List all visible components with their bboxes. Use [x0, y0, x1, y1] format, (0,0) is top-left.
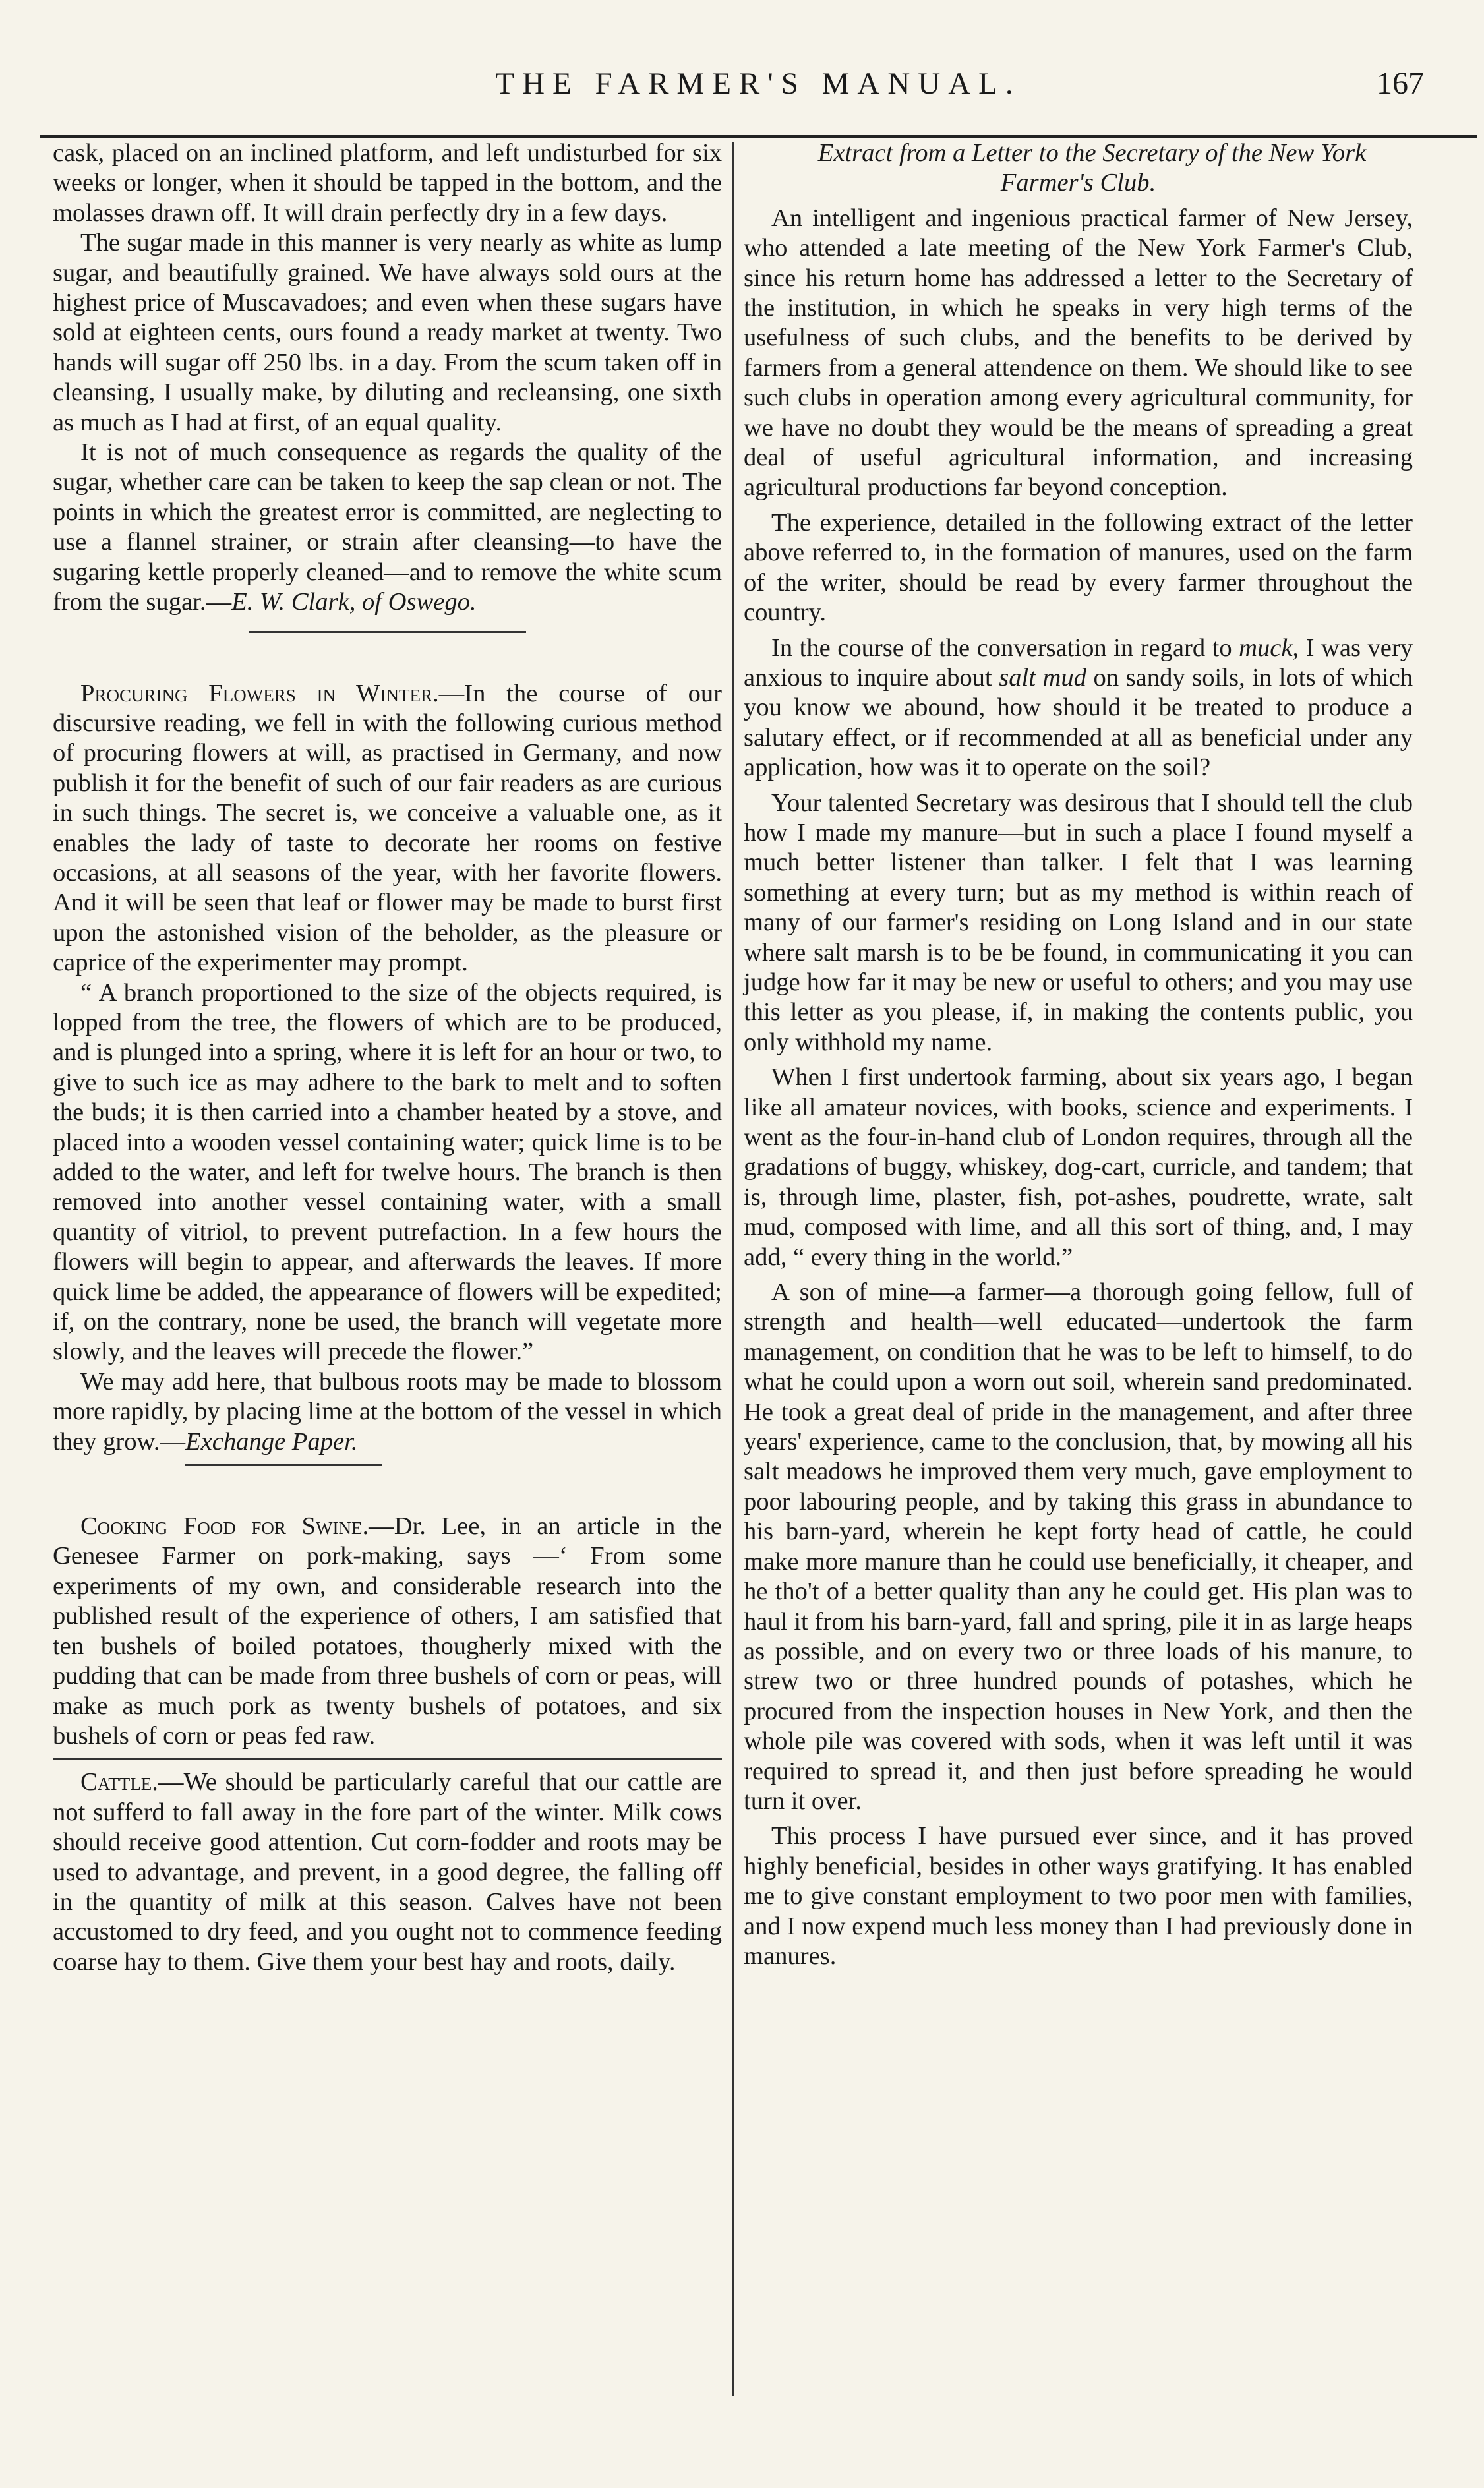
- article-title: Procuring Flowers in Winter.: [80, 679, 439, 707]
- paragraph-text: , I was very anxious to inquire about: [744, 634, 1413, 692]
- header-rule: [40, 135, 1477, 138]
- letter-paragraph: Your talented Secretary was desirous that I should tell the club how I made my manure—but in such a place I found myself a much better listener than talker. I felt that I was learning something at every turn; but as my method is within reach of many of our farmer's residing on Long Island and in our state where salt marsh is to be be found, in communicating it you can judge how far it may be new or useful to others; and you may use this letter as you please, if, in making the contents public, you only withhold my name.: [744, 788, 1413, 1056]
- left-column: [53, 138, 722, 1977]
- section-divider: [53, 1758, 722, 1760]
- maple-sugar-paragraph: The sugar made in this manner is very nearly as white as lump sugar, and beautifully grained. We have always sold ours at the highest price of Muscavadoes; and even when these sugars have sold at eighteen cents, ours found a ready market at twenty. Two hands will sugar off 250 lbs. in a day. From the scum taken off in cleansing, I usually make, by diluting and recleansing, one sixth as much as I had at first, of an equal quality.: [53, 229, 722, 436]
- page-header: [40, 61, 1477, 113]
- emphasis-text: muck: [1239, 634, 1293, 662]
- paragraph-text: —In the course of our discursive reading, we fell in with the following curious method of procuring flowers at will, as practised in Germany, and now publish it for the benefit of such of our fair readers as are curious in such things. The secret is, we conceive a valuable one, as it enables the lady of taste to decorate her rooms on festive occasions, at all seasons of the year, with her favorite flowers. And it will be seen that leaf or flower may be made to burst first upon the astonished vision of the beholder, as the pleasure or caprice of the experimenter may prompt.: [53, 679, 722, 977]
- letter-paragraph: A son of mine—a farmer—a thorough going fellow, full of strength and health—well educated—undertook the farm management, on condition that he was to be left to himself, to do what he could upon a worn out soil, wherein sand predominated. He took a great deal of pride in the management, and after three years' experience, came to the conclusion, that, by mowing all his salt meadows he improved them very much, gave employment to poor labouring people, and by taking this grass in abundance to his barn-yard, wherein he kept forty head of cattle, he could make more manure than he could use beneficially, it cheaper, and he tho't of a better quality than any he could get. His plan was to haul it from his barn-yard, fall and spring, pile it in as large heaps as possible, and on every two or three loads of his manure, to strew two or three hundred pounds of potashes, which he procured from the inspection houses in New York, and then the whole pile was covered with sods, when it was left until it was required to spread it, and then just before spreading he would turn it over.: [744, 1278, 1413, 1815]
- paragraph-text: —Dr. Lee, in an article in the Genesee Farmer on pork-making, says —‘ From some experiments of my own, and considerable research into the published result of the experience of others, I am satisfied that ten bushels of boiled potatoes, thougherly mixed with the pudding that can be made from three bushels of corn or peas, will make as much pork as twenty bushels of potatoes, and six bushels of corn or peas fed raw.: [53, 1512, 722, 1750]
- intro-paragraph: The experience, detailed in the following extract of the letter above referred to, in the formation of manures, used on the farm of the writer, should be read by every farmer throughout the country.: [744, 508, 1413, 627]
- section-divider: [249, 631, 526, 633]
- article-cattle: [53, 1767, 722, 1977]
- maple-sugar-paragraph: [53, 438, 722, 617]
- paragraph-text: It is not of much consequence as regards the quality of the sugar, whether care can be taken to keep the sap clean or not. The points in which the greatest error is committed, are neglecting to use a flannel strainer, or strain after cleansing—to have the sugaring kettle properly cleaned—and to remove the white scum from the sugar.—: [53, 438, 722, 616]
- page-number: 167: [1377, 66, 1424, 101]
- running-title: THE FARMER'S MANUAL.: [495, 67, 1021, 101]
- letter-paragraph: When I first undertook farming, about six years ago, I began like all amateur novices, with books, science and experiments. I went as the four-in-hand club of London requires, through all the gradations of buggy, whiskey, dog-cart, curricle, and tandem; that is, through lime, plaster, fish, pot-ashes, poudrette, wrate, salt mud, composed with lime, and all this sort of thing, and, I may add, “ every thing in the world.”: [744, 1063, 1413, 1271]
- source-credit: Exchange Paper.: [185, 1427, 358, 1456]
- letter-heading: Extract from a Letter to the Secretary of the New York Farmer's Club.: [817, 139, 1367, 197]
- paragraph-text: on sandy soils, in lots of which you know we abound, how should it be treated to produce a salutary effect, or if recommended at all as beneficial under any application, how was it to operate on the soil?: [744, 663, 1413, 782]
- article-paragraph: [53, 1367, 722, 1457]
- letter-paragraph: This process I have pursued ever since, and it has proved highly beneficial, besides in other ways gratifying. It has enabled me to give constant employment to two poor men with families, and I now expend much less money than I had previously done in manures.: [744, 1822, 1413, 1970]
- intro-paragraph: An intelligent and ingenious practical farmer of New Jersey, who attended a late meeting of the New York Farmer's Club, since his return home has addressed a letter to the Secretary of the institution, in which he speaks in very high terms of the usefulness of such clubs, and the benefits to be derived by farmers from a general attendence on them. We should like to see such clubs in operation among every agricultural community, for we have no doubt they would be the means of spreading a great deal of useful agricultural information, and increasing agricultural productions far beyond conception.: [744, 204, 1413, 502]
- paragraph-text: —We should be particularly careful that our cattle are not sufferd to fall away in the fore part of the winter. Milk cows should receive good attention. Cut corn-fodder and roots may be used to advantage, and prevent, in a good degree, the falling off in the quantity of milk at this season. Calves have not been accustomed to dry feed, and you ought not to commence feeding coarse hay to them. Give them your best hay and roots, daily.: [53, 1768, 722, 1976]
- paragraph-text: In the course of the conversation in regard to: [771, 634, 1239, 662]
- right-column: [744, 138, 1413, 1971]
- article-title: Cattle.: [80, 1768, 158, 1796]
- maple-sugar-continuation: cask, placed on an inclined platform, and left undisturbed for six weeks or longer, when it should be tapped in the bottom, and the molasses drawn off. It will drain perfectly dry in a few days.: [53, 139, 722, 227]
- article-procuring-flowers: [53, 679, 722, 978]
- column-divider: [732, 142, 734, 2396]
- paragraph-text: We may add here, that bulbous roots may be made to blossom more rapidly, by placing lime at the bottom of the vessel in which they grow.—: [53, 1367, 722, 1456]
- quoted-paragraph: “ A branch proportioned to the size of the objects required, is lopped from the tree, the flowers of which are to be produced, and is plunged into a spring, where it is left for an hour or two, to give to such ice as may adhere to the bark to melt and to soften the buds; it is then carried into a chamber heated by a stove, and placed into a wooden vessel containing water; quick lime is to be added to the water, and left for twelve hours. The branch is then removed into another vessel containing water, with a small quantity of vitriol, to prevent putrefaction. In a few hours the flowers will begin to appear, and afterwards the leaves. If more quick lime be added, the appearance of flowers will be expedited; if, on the contrary, none be used, the branch will vegetate more slowly, and the leaves will precede the flower.”: [53, 978, 722, 1366]
- author-signature: E. W. Clark, of Oswego.: [231, 588, 477, 616]
- letter-paragraph: [744, 634, 1413, 783]
- article-title: Cooking Food for Swine.: [80, 1512, 369, 1541]
- section-divider: [185, 1464, 382, 1466]
- article-cooking-food-for-swine: [53, 1512, 722, 1751]
- emphasis-text: salt mud: [999, 663, 1086, 692]
